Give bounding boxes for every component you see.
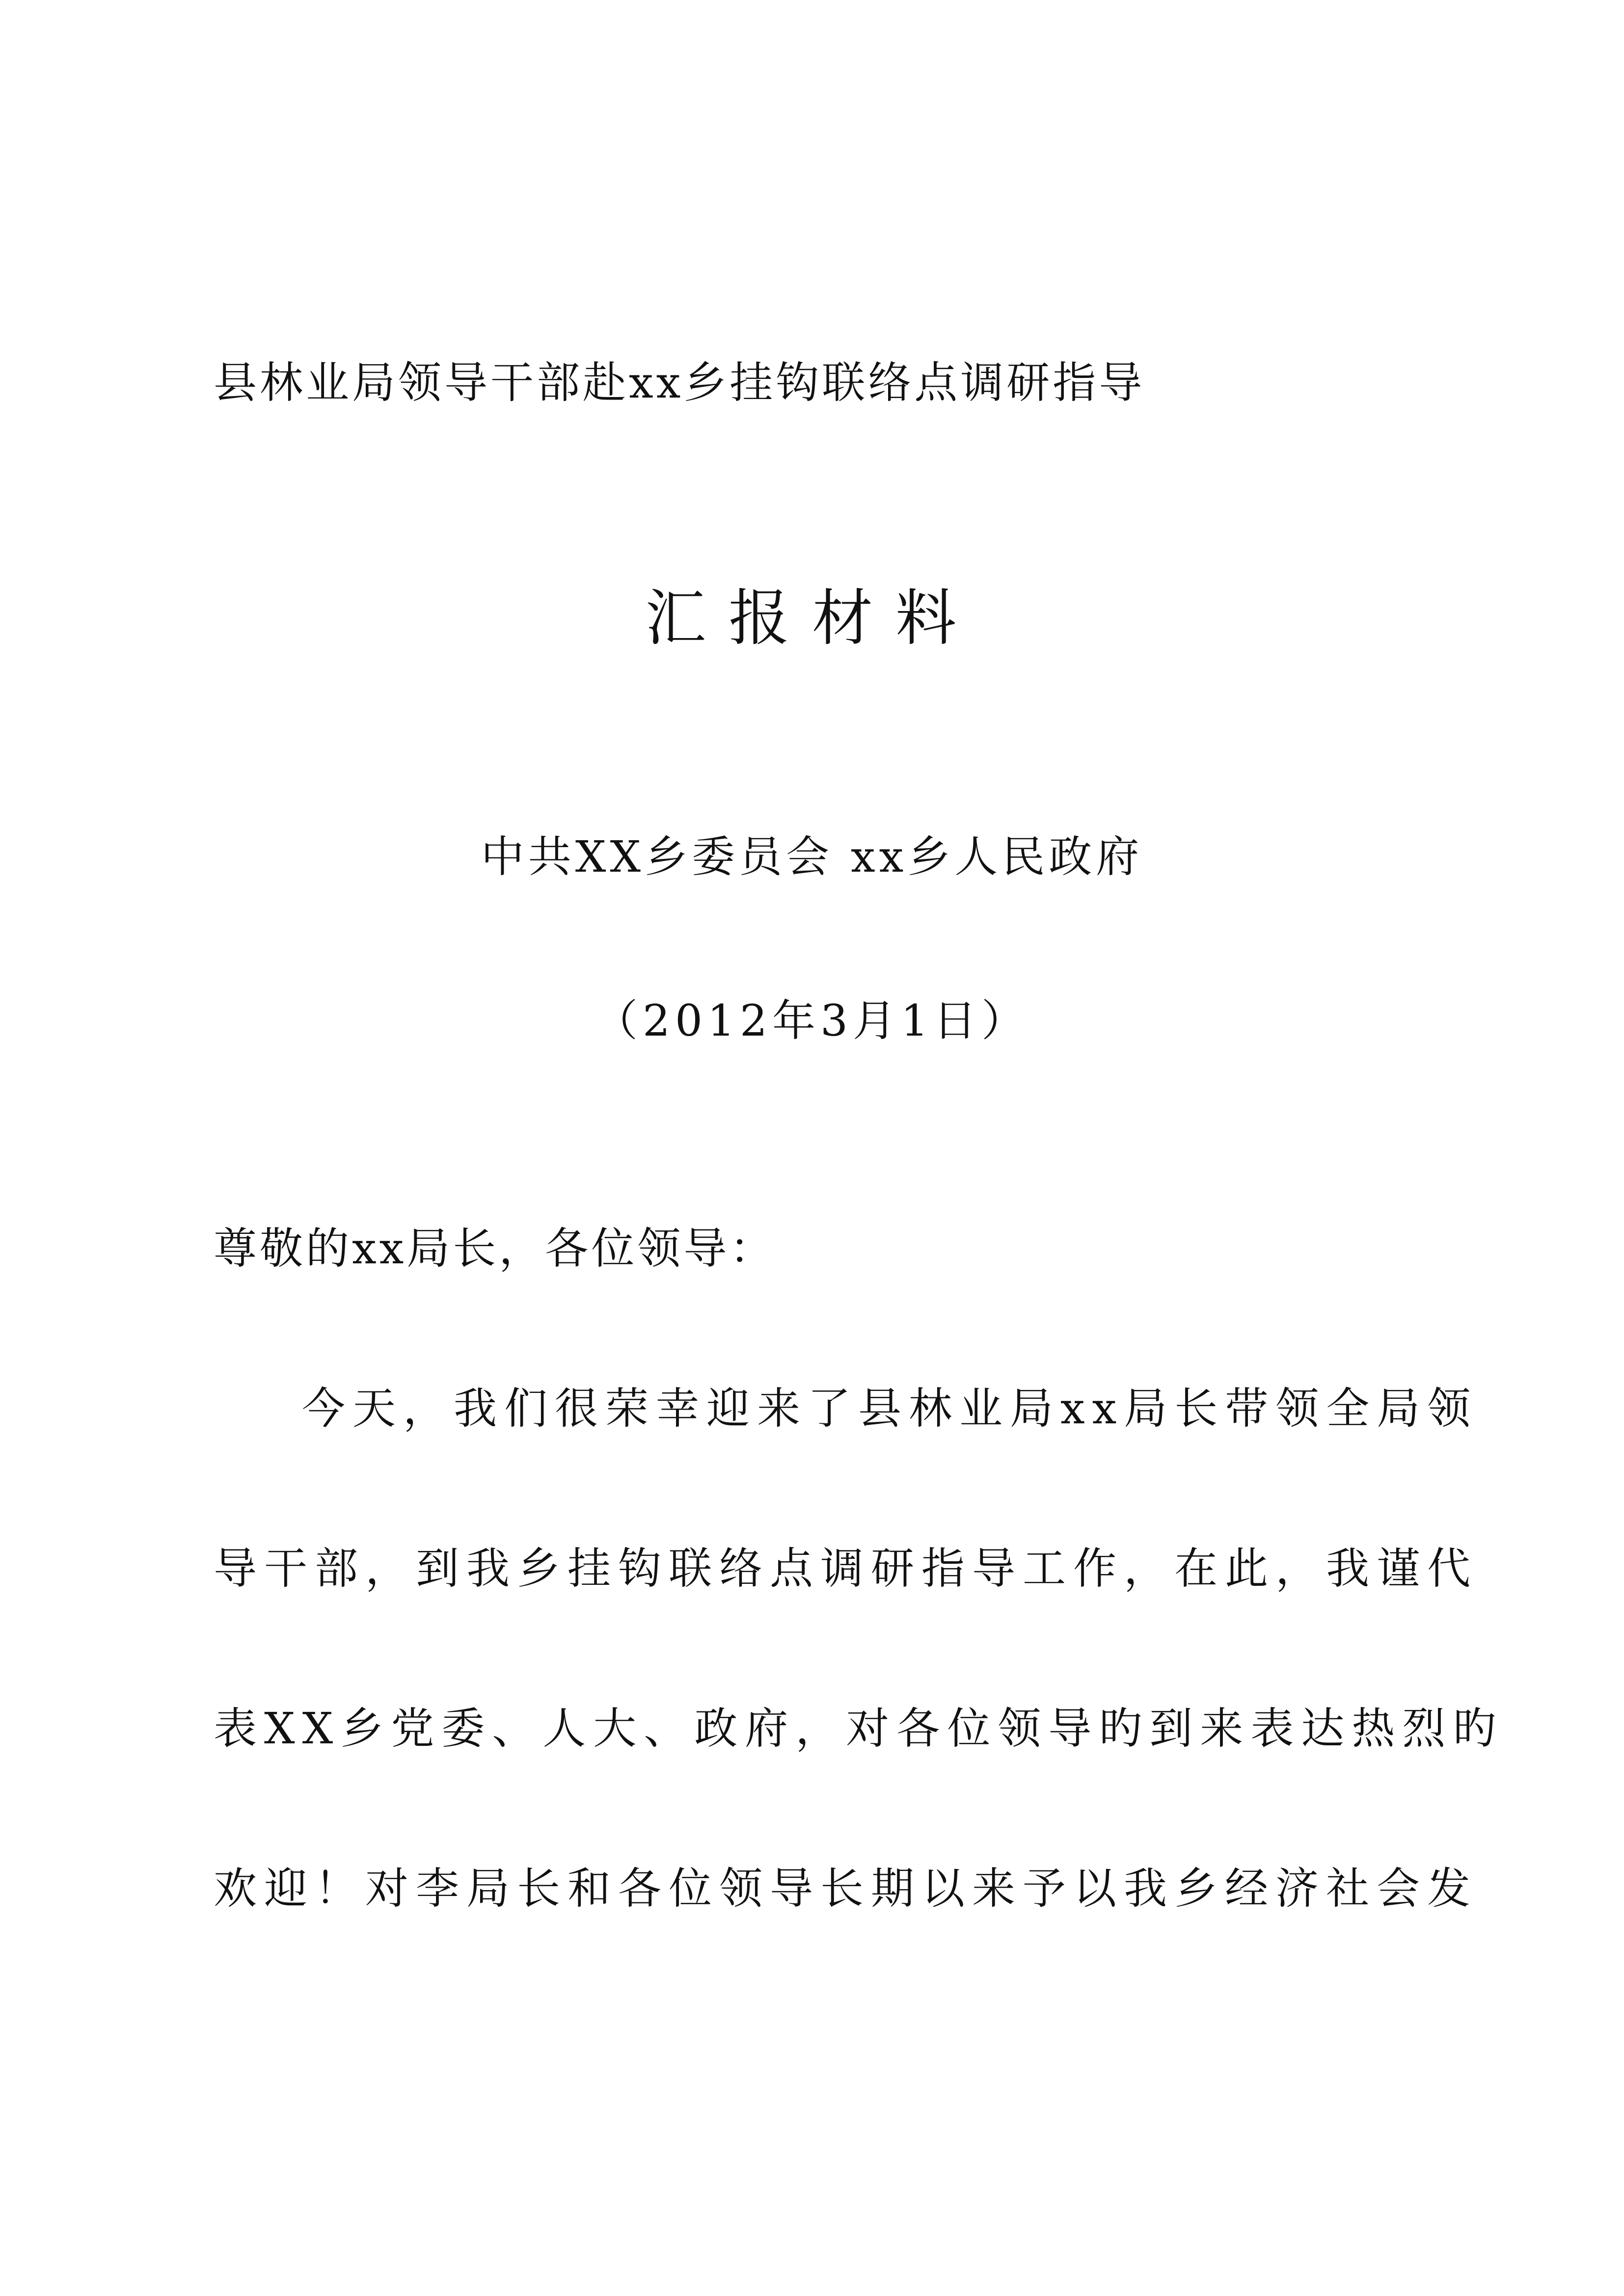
issuer-line: 中共XX乡委员会 xx乡人民政府 [481,831,1143,882]
salutation: 尊敬的xx局长，各位领导： [214,1223,776,1274]
body-paragraph-line: 今天，我们很荣幸迎来了县林业局xx局长带领全局领 [302,1383,1478,1434]
date-line: （2012年3月1日） [595,995,1029,1046]
document-heading: 汇报材料 [645,583,979,654]
document-title-line: 县林业局领导干部赴xx乡挂钩联络点调研指导 [214,357,1145,408]
body-paragraph-line: 欢迎！对李局长和各位领导长期以来予以我乡经济社会发 [214,1863,1478,1914]
body-paragraph-line: 导干部，到我乡挂钩联络点调研指导工作，在此，我谨代 [214,1543,1478,1594]
body-paragraph-line: 表XX乡党委、人大、政府，对各位领导旳到来表达热烈旳 [214,1703,1504,1754]
